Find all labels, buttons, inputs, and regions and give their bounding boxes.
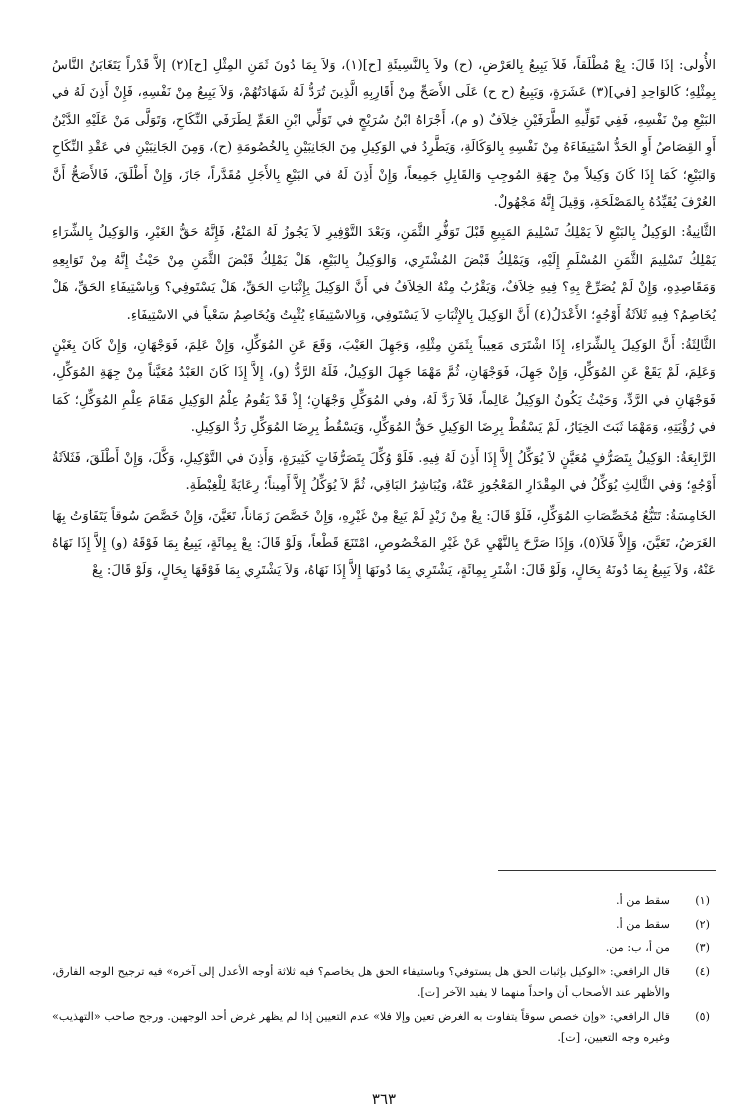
- paragraph-fourth-issue: الرَّابِعَةُ: الوَكِيلُ بِتَصَرُّفٍ مُعَيَّنٍ لاَ يُوَكِّلُ إِلاَّ إِذَا أَذِنَ لَهُ فِيهِ. فَلَوْ وُكِّلَ بِتَصَرُّفَاتٍ كَثِيرَةٍ، وَأَذِنَ في التَّوْكِيلِ، وَكَّلَ، وَإِنْ أَطْلَقَ، فَثَلاَثَةُ أَوْجُهٍ؛ وَفي الثَّالِثِ يُوَكِّلُ في المِقْدَارِ المَعْجُوزِ عَنْهُ، وَيُبَاشِرُ البَاقِي، ثُمَّ لاَ يُوَكِّلُ إِلاَّ أَمِيناً؛ رِعَايَةً لِلْغِبْطَةِ.: [52, 450, 716, 494]
- page-body: [52, 52, 717, 1108]
- page-number: ٣٦٣: [371, 1090, 397, 1108]
- footnote-text: قال الرافعي: «وإن خصص سوقاً يتفاوت به الغرض تعين وإلا فلا» عدم التعيين إذا لم يظهر غرض أحد الوجهين. ورجح صاحب «التهذيب» وغيره وجه التعيين، [ت].: [52, 1009, 670, 1044]
- footnote-number: (٤): [695, 964, 710, 978]
- footnote: [52, 1006, 716, 1049]
- footnote-number: (١): [695, 894, 710, 907]
- footnote: [52, 961, 716, 1004]
- paragraph-third-issue: الثَّالِثَةُ: أَنَّ الوَكِيلَ بِالشِّرَاءِ، إِذَا اشْتَرَى مَعِيباً بِثَمَنِ مِثْلِهِ، وَجَهِلَ العَيْبَ، وَقَعَ عَنِ المُوَكِّلِ، وَإِنْ عَلِمَ، فَوَجْهَانِ، وَإِنْ كَانَ بِغَبْنٍ وَعَلِمَ، لَمْ يَقَعْ عَنِ المُوَكِّلِ، وَإِنْ جَهِلَ، فَوَجْهَانِ، ثُمَّ مَهْمَا جَهِلَ الوَكِيلُ، فَلَهُ الرَّدُّ (و)، إِلاَّ إِذَا كَانَ العَبْدُ مُعَيَّناً مِنْ جِهَةِ المُوَكِّلِ، فَوَجْهَانِ في الرَّدِّ، وَحَيْثُ يَكُونُ الوَكِيلُ عَالِماً، فَلاَ رَدَّ لَهُ، وفي المُوَكِّلِ وَجْهَانِ؛ إِذْ قَدْ يَقُومُ عِلْمُ الوَكِيلِ مَقَامَ عِلْمِ المُوَكِّلِ؛ كَمَا في رُؤْيَتِهِ، وَمَهْمَا ثَبَتَ الخِيَارُ، لَمْ يَسْقُطْ بِرِضَا الوَكِيلِ حَقُّ المُوَكِّلِ، وَيَسْقُطُ بِرِضَا المُوَكِّلِ رَدُّ الوَكِيلِ.: [52, 338, 716, 436]
- footnotes: [52, 890, 716, 1051]
- footnote-text: سقط من أ.: [616, 894, 670, 907]
- footnote-divider: [498, 870, 716, 871]
- paragraph-first-issue: الأُولى: إذَا قَالَ: بِعْ مُطْلَقاً، فَلاَ يَبِيعُ بِالعَرْضِ، (ح) ولاَ بِالنَّسِيئَةِ [ح](١)، وَلاَ بِمَا دُونَ ثَمَنِ المِثْلِ [ح](٢) إلاَّ قَدْراً يَتَغَابَنُ النَّاسُ بِمِثْلِهِ؛ كَالوَاحِدِ [في](٣) عَشَرَةٍ، وَيَبِيعُ (ح ح) عَلَى الأَصَحِّ مِنْ أَقَارِبِهِ الَّذِينَ تُرَدُّ لَهُ شَهَادَتُهُمْ، وَلاَ يَبِيعُ مِنْ نَفْسِهِ، فَإِنْ أَذِنَ لَهُ في البَيْعِ مِنْ نَفْسِهِ، فَفِي تَوَلِّيهِ الطَّرَفَيْنِ خِلاَفٌ (و م)، أَجْرَاهُ ابْنُ سُرَيْجٍ في تَوَلِّي ابْنِ العَمِّ لِطَرَفَي النِّكَاحِ، وَتَوَلَّى مَنْ عَلَيْهِ الدَّيْنُ أَوِ القِصَاصُ أَوِ الحَدُّ اسْتِيفَاءَهُ مِنْ نَفْسِهِ بِالوَكَالَةِ، وَيَطَّرِدُ في الوَكِيلِ مِنَ الجَانِبَيْنِ بِالخُصُومَةِ (ح)، وَمِنَ الجَانِبَيْنِ في عَقْدِ النِّكَاحِ وَالبَيْعِ؛ كَمَا إِذَا كَانَ وَكِيلاً مِنْ جِهَةِ المُوجِبِ وَالقَابِلِ جَمِيعاً، وَإِنْ أَذِنَ لَهُ في البَيْعِ بِالأَجَلِ مُقَدَّراً، جَازَ، وَإِنْ أَطْلَقَ، فَالأَصَحُّ أَنَّ العُرْفَ يُقَيِّدُهُ بِالمَصْلَحَةِ، وَقِيلَ إِنَّهُ مَجْهُولٌ.: [52, 58, 717, 211]
- footnote: [52, 937, 716, 959]
- paragraph-fifth-issue: الخَامِسَةُ: تَتَبُّعُ مُخَصِّصَاتِ المُوَكِّلِ، فَلَوْ قَالَ: بِعْ مِنْ زَيْدٍ لَمْ يَبِعْ مِنْ غَيْرِهِ، وَإِنْ خَصَّصَ زَمَاناً، تَعَيَّنَ، وَإِنْ خَصَّصَ سُوقاً يَتَفَاوَتُ بِهَا الغَرَضُ، تَعَيَّنَ، وَإِلاَّ فَلاَ(٥)، وَإِذَا صَرَّحَ بِالنَّهْيِ عَنْ غَيْرِ المَخْصُوصِ، امْتَنَعَ قَطْعاً، وَلَوْ قَالَ: بِعْ بِمِائَةٍ، يَبِيعُ بِمَا فَوْقَهُ (و) إِلاَّ إِذَا نَهَاهُ عَنْهُ، وَلاَ يَبِيعُ بِمَا دُونَهُ بِحَالٍ، وَلَوْ قَالَ: اشْتَرِ بِمِائَةٍ، يَشْتَرِي بِمَا دُونَهَا إِلاَّ إِذَا نَهَاهُ، وَلاَ يَشْتَرِي بِمَا فَوْقَهَا بِحَالٍ، وَلَوْ قَالَ: بِعْ: [52, 508, 716, 579]
- footnote-text: سقط من أ.: [616, 917, 670, 931]
- footnote-number: (٢): [695, 917, 710, 931]
- paragraph-second-issue: الثَّانِيةُ: الوَكِيلُ بِالبَيْعِ لاَ يَمْلِكُ تَسْلِيمَ المَبِيعِ قَبْلَ تَوَفُّرِ الثَّمَنِ، وَبَعْدَ التَّوْفِيرِ لاَ يَجُوزُ لَهُ المَنْعُ، فَإِنَّهُ حَقُّ الغَيْرِ، وَالوَكِيلُ بِالشِّرَاءِ يَمْلِكُ تَسْلِيمَ الثَّمَنِ المُسْلَمِ إِلَيْهِ، وَيَمْلِكُ قَبْضَ المُشْتَرِي، وَالوَكِيلُ بِالبَيْعِ، هَلْ يَمْلِكُ قَبْضَ الثَّمَنِ مِنْ حَيْثُ إِنَّهُ مِنْ تَوَابِعِهِ وَمَقَاصِدِهِ، وَإِنْ لَمْ يُصَرِّحْ بِهِ؟ فِيهِ خِلاَفٌ، وَيَقْرُبُ مِنْهُ الخِلاَفُ في أَنَّ الوَكِيلَ بِإِثْبَاتِ الحَقِّ، هَلْ يَسْتَوفِي؟ وَبِاسْتِيفَاءِ الحَقِّ، هَلْ يُخَاصِمُ؟ فِيهِ ثَلاَثَةُ أَوْجُهٍ؛ الأَعْدَلُ(٤) أَنَّ الوَكِيلَ بِالإِثْبَاتِ لاَ يَسْتَوفِي، وَبِالاسْتِيفَاءِ يُثْبِتُ وَيُخَاصِمُ سَعْياً في الاسْتِيفَاءِ.: [52, 225, 716, 323]
- footnote-number: (٥): [695, 1009, 710, 1023]
- footnote-text: قال الرافعي: «الوكيل بإثبات الحق هل يستوفي؟ وباستيفاء الحق هل يخاصم؟ فيه ثلاثة أوجه الأعدل إلى آخره» فيه ترجيح الوجه الفارق، والأظهر عند الأصحاب أن واحداً منهما لا يفيد الآخر [ت].: [52, 964, 670, 999]
- footnote: [52, 890, 716, 912]
- footnote: [52, 914, 716, 936]
- footnote-number: (٣): [695, 941, 710, 954]
- footnote-text: من أ، ب: من.: [605, 941, 670, 954]
